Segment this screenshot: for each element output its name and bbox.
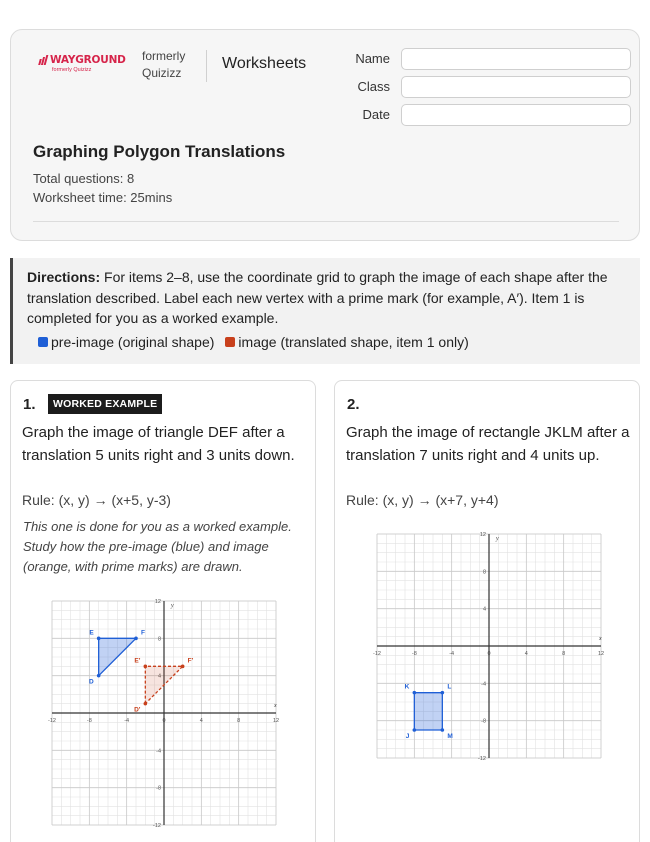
x-tick-label: 0 [162, 718, 166, 724]
vertex-label: L [447, 683, 452, 691]
y-tick-label: -8 [156, 785, 161, 792]
directions-box [10, 258, 640, 364]
translation-rule: Rule: (x, y) → (x+5, y-3) [22, 492, 171, 508]
name-label: Name [355, 51, 390, 66]
date-label: Date [362, 107, 390, 122]
x-tick-label: -12 [48, 718, 56, 724]
question-number: 1. [23, 396, 36, 413]
pre-image-polygon [414, 693, 442, 730]
x-tick-label: -12 [373, 651, 381, 657]
vertex-point [441, 728, 445, 732]
legend [38, 334, 469, 350]
y-axis-label: y [171, 603, 174, 609]
vertex-label: M [447, 733, 453, 740]
question-card-1 [10, 380, 316, 842]
pre-image-swatch [38, 337, 48, 347]
y-axis-label: y [496, 536, 499, 542]
coordinate-grid[interactable] [372, 529, 606, 763]
worksheet-title: Graphing Polygon Translations [33, 142, 286, 161]
header-divider [206, 50, 207, 82]
x-axis-label: x [274, 703, 277, 709]
worksheet-header [10, 29, 640, 241]
x-tick-label: 0 [487, 651, 491, 657]
vertex-point [144, 665, 148, 669]
vertex-label: D′ [134, 706, 141, 714]
worksheet-time: Worksheet time: 25mins [33, 190, 173, 205]
logo-mark-icon [39, 55, 47, 65]
vertex-point [97, 674, 101, 678]
legend-pre-image: pre-image (original shape) [51, 334, 215, 350]
y-tick-label: -12 [153, 823, 161, 829]
y-tick-label: 8 [157, 636, 161, 643]
header-rule [33, 221, 619, 222]
vertex-label: E′ [134, 657, 141, 665]
question-number: 2. [347, 396, 360, 413]
x-tick-label: 4 [524, 651, 528, 657]
coordinate-grid[interactable] [47, 596, 281, 830]
directions-text: Directions: For items 2–8, use the coordinate grid to graph the image of each shape after the translation described. Label each new vertex with a prime mark (for example, A′). Item 1 is completed for you as a worked example. [27, 269, 608, 326]
y-tick-label: -12 [478, 756, 486, 762]
x-tick-label: 4 [199, 718, 203, 724]
x-tick-label: -4 [124, 718, 130, 724]
vertex-label: D [88, 678, 94, 686]
x-tick-label: -4 [449, 651, 455, 657]
x-tick-label: 12 [272, 718, 280, 724]
vertex-point [181, 665, 185, 669]
name-field[interactable] [401, 48, 631, 70]
worksheets-label: Worksheets [222, 55, 307, 72]
x-tick-label: -8 [411, 651, 417, 657]
y-tick-label: 4 [482, 606, 486, 613]
vertex-point [97, 637, 101, 641]
question-text: Graph the image of triangle DEF after a translation 5 units right and 3 units down. [22, 424, 295, 464]
y-tick-label: -4 [481, 681, 486, 688]
y-tick-label: 4 [157, 673, 161, 680]
y-tick-label: 12 [154, 599, 161, 605]
x-tick-label: 8 [237, 718, 241, 724]
wayground-logo: WAYGROUND formerly Quizizz [39, 54, 137, 73]
vertex-point [144, 702, 148, 706]
question-card-2 [334, 380, 640, 842]
total-questions: Total questions: 8 [33, 171, 135, 186]
vertex-label: E [89, 629, 94, 637]
x-axis-label: x [599, 636, 602, 642]
vertex-point [134, 637, 138, 641]
y-tick-label: -4 [156, 748, 161, 755]
vertex-label: J [405, 733, 410, 740]
vertex-label: F [141, 629, 145, 637]
x-tick-label: -8 [86, 718, 92, 724]
vertex-label: K [404, 683, 410, 691]
worked-example-badge: WORKED EXAMPLE [48, 394, 162, 414]
class-field[interactable] [401, 76, 631, 98]
x-tick-label: 8 [562, 651, 566, 657]
vertex-point [413, 691, 417, 695]
translation-rule: Rule: (x, y) → (x+7, y+4) [346, 492, 499, 508]
y-tick-label: 8 [482, 569, 486, 576]
vertex-point [441, 691, 445, 695]
formerly-quizizz-text: formerly Quizizz [142, 49, 186, 80]
class-label: Class [357, 79, 390, 94]
y-tick-label: -8 [481, 718, 486, 725]
x-tick-label: 12 [597, 651, 605, 657]
image-swatch [225, 337, 235, 347]
legend-image: image (translated shape, item 1 only) [238, 334, 469, 350]
date-field[interactable] [401, 104, 631, 126]
vertex-label: F′ [187, 657, 194, 665]
y-tick-label: 12 [479, 532, 486, 538]
vertex-point [413, 728, 417, 732]
question-text: Graph the image of rectangle JKLM after a translation 7 units right and 4 units up. [346, 424, 630, 464]
worked-example-note: This one is done for you as a worked example. Study how the pre-image (blue) and image (orange, with prime marks) are drawn. [23, 519, 292, 574]
